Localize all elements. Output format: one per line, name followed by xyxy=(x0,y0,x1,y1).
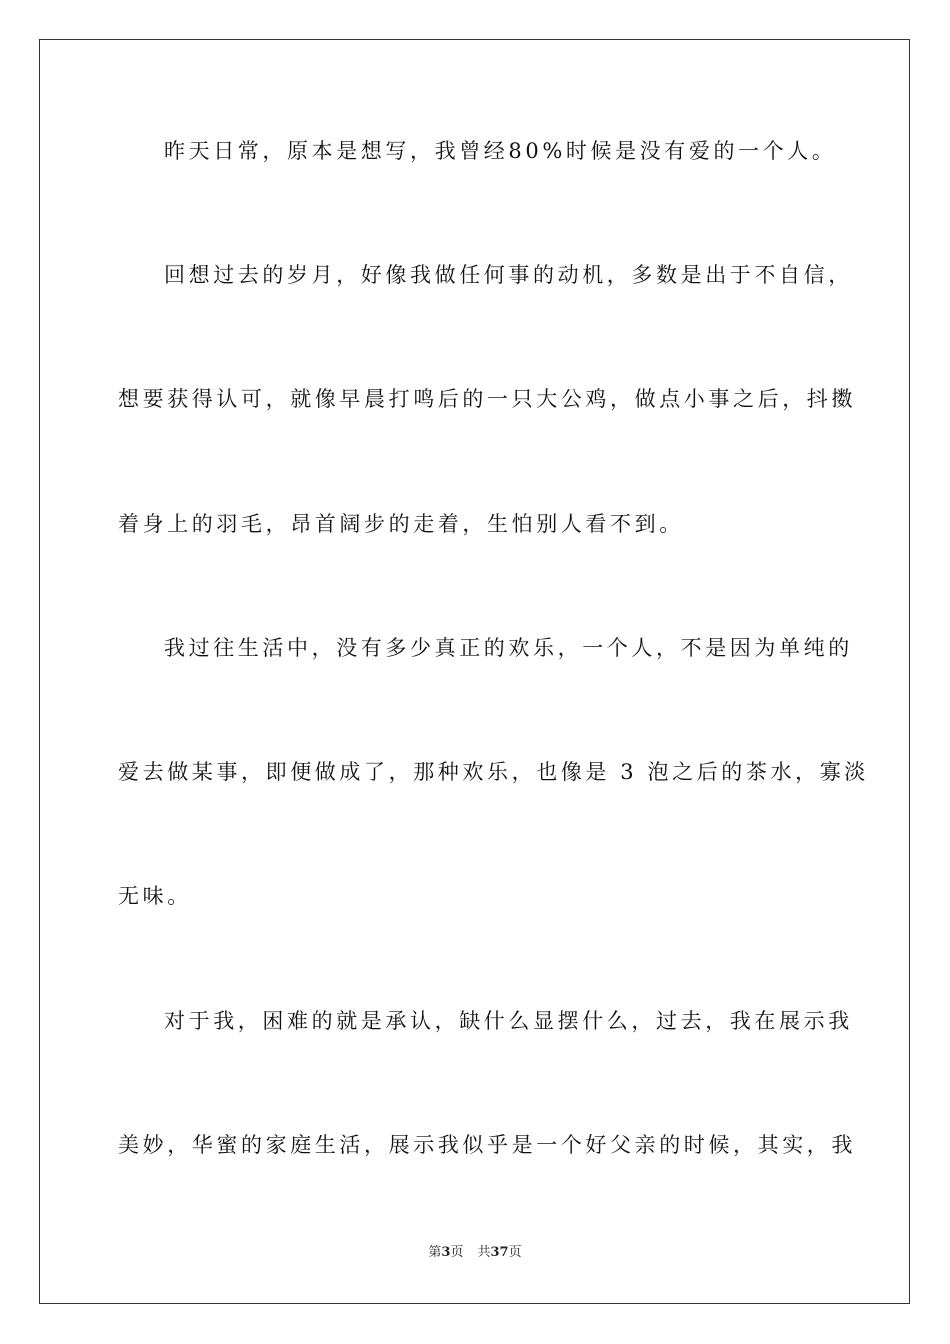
current-page-number: 3 xyxy=(441,1245,451,1260)
total-page-count: 37 xyxy=(490,1245,509,1260)
paragraph-line: 美妙，华蜜的家庭生活，展示我似乎是一个好父亲的时候，其实，我 xyxy=(118,1133,856,1157)
paragraph-line: 我过往生活中，没有多少真正的欢乐，一个人，不是因为单纯的 xyxy=(164,636,853,660)
paragraph-line: 想要获得认可，就像早晨打鸣后的一只大公鸡，做点小事之后，抖擞 xyxy=(118,387,856,411)
total-pages-suffix: 页 xyxy=(508,1245,522,1260)
page-border xyxy=(39,39,910,1304)
paragraph-line: 无味。 xyxy=(118,884,192,908)
paragraph-line: 着身上的羽毛，昂首阔步的走着，生怕别人看不到。 xyxy=(118,512,684,536)
page-number-prefix: 第 xyxy=(428,1245,442,1260)
total-pages-prefix: 共 xyxy=(477,1245,491,1260)
paragraph-line: 爱去做某事，即便做成了，那种欢乐，也像是 3 泡之后的茶水，寡淡 xyxy=(118,760,869,784)
paragraph-line: 回想过去的岁月，好像我做任何事的动机，多数是出于不自信， xyxy=(164,263,853,287)
page-footer xyxy=(0,1244,950,1262)
page-number-suffix: 页 xyxy=(450,1245,464,1260)
paragraph-line: 对于我，困难的就是承认，缺什么显摆什么，过去，我在展示我 xyxy=(164,1009,853,1033)
paragraph-line: 昨天日常，原本是想写，我曾经80%时候是没有爱的一个人。 xyxy=(164,139,837,163)
